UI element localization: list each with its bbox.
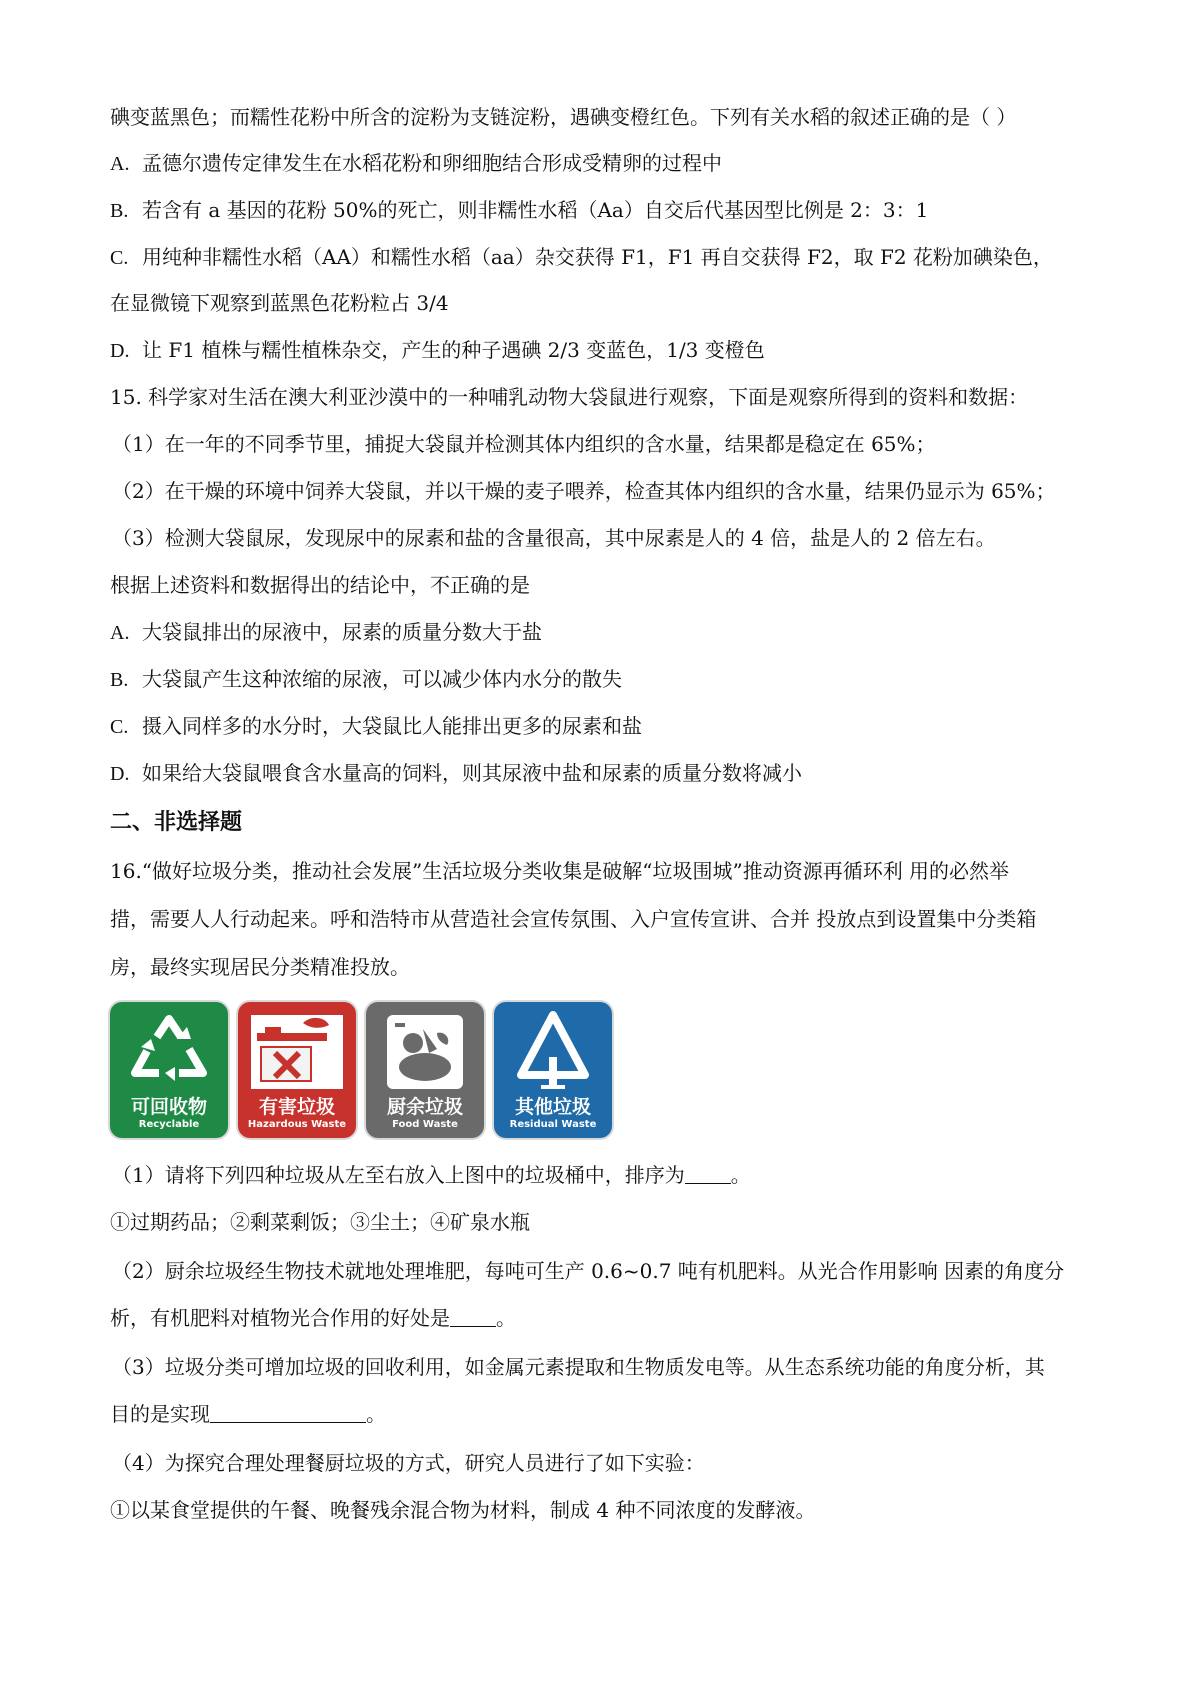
bin-label-en: Hazardous Waste xyxy=(247,1119,347,1130)
q16-part-4: （4）为探究合理处理餐厨垃圾的方式，研究人员进行了如下实验： xyxy=(112,1451,705,1475)
q14-option-c xyxy=(110,242,1096,273)
q15-data-item-1: （1）在一年的不同季节里，捕捉大袋鼠并检测其体内组织的含水量，结果都是稳定在 65%； xyxy=(112,432,936,456)
option-tag: B. xyxy=(110,669,129,691)
bin-sign-hazardous xyxy=(238,1002,356,1138)
answer-blank[interactable] xyxy=(685,1163,731,1184)
q16-stem-line-1: 16.“做好垃圾分类，推动社会发展”生活垃圾分类收集是破解“垃圾围城”推动资源再循环利 用的必然举 xyxy=(110,859,1010,883)
q16-stem-line-2: 措，需要人人行动起来。呼和浩特市从营造社会宣传氛围、入户宣传宣讲、合并 投放点到设置集中分类箱 xyxy=(110,907,1037,931)
answer-blank[interactable] xyxy=(450,1306,496,1327)
option-text: 大袋鼠产生这种浓缩的尿液，可以减少体内水分的散失 xyxy=(142,667,622,691)
option-text: 如果给大袋鼠喂食含水量高的饲料，则其尿液中盐和尿素的质量分数将减小 xyxy=(142,761,802,785)
part-text: 析，有机肥料对植物光合作用的好处是 xyxy=(110,1306,450,1330)
option-text: 大袋鼠排出的尿液中，尿素的质量分数大于盐 xyxy=(142,620,542,644)
q15-option-d xyxy=(110,758,1096,789)
q14-option-a xyxy=(110,148,1096,179)
q16-part-3-line-2 xyxy=(110,1399,1096,1429)
part-text: 目的是实现 xyxy=(110,1402,210,1426)
option-tag: C. xyxy=(110,247,129,269)
option-text: 让 F1 植株与糯性植株杂交，产生的种子遇碘 2/3 变蓝色，1/3 变橙色 xyxy=(142,338,765,362)
option-text: 若含有 a 基因的花粉 50%的死亡，则非糯性水稻（Aa）自交后代基因型比例是 2：3：1 xyxy=(142,198,929,222)
option-tag: D. xyxy=(110,340,130,362)
bin-label-cn: 可回收物 xyxy=(130,1096,207,1118)
q15-data-item-3: （3）检测大袋鼠尿，发现尿中的尿素和盐的含量很高，其中尿素是人的 4 倍，盐是人的 2 倍左右。 xyxy=(112,526,996,550)
bin-sign-recyclable xyxy=(110,1002,228,1138)
recycle-icon xyxy=(117,1009,221,1095)
hazardous-battery-icon xyxy=(245,1009,349,1095)
bin-label-cn: 厨余垃圾 xyxy=(386,1096,463,1118)
answer-blank[interactable] xyxy=(210,1402,366,1423)
q14-option-b xyxy=(110,195,1096,226)
q16-stem-line-3: 房，最终实现居民分类精准投放。 xyxy=(110,955,410,979)
food-waste-icon xyxy=(373,1009,477,1095)
q16-part-2-line-1: （2）厨余垃圾经生物技术就地处理堆肥，每吨可生产 0.6~0.7 吨有机肥料。从光合作用影响 因素的角度分 xyxy=(112,1259,1065,1283)
option-tag: A. xyxy=(110,622,130,644)
q14-option-c-continuation: 在显微镜下观察到蓝黑色花粉粒占 3/4 xyxy=(110,291,449,315)
bin-label-en: Food Waste xyxy=(392,1119,458,1130)
q16-part-4-item-1: ①以某食堂提供的午餐、晚餐残余混合物为材料，制成 4 种不同浓度的发酵液。 xyxy=(110,1498,816,1522)
part-end: 。 xyxy=(730,1163,751,1187)
part-text: （1）请将下列四种垃圾从左至右放入上图中的垃圾桶中，排序为 xyxy=(112,1163,685,1187)
q15-data-item-2: （2）在干燥的环境中饲养大袋鼠，并以干燥的麦子喂养，检查其体内组织的含水量，结果仍显示为 65%； xyxy=(112,479,1056,503)
q15-option-a xyxy=(110,617,1096,648)
bin-sign-food xyxy=(366,1002,484,1138)
q15-option-b xyxy=(110,664,1096,695)
q16-part-1 xyxy=(112,1160,1096,1190)
residual-tree-icon xyxy=(501,1009,605,1095)
section-heading: 二、非选择题 xyxy=(110,810,243,835)
part-end: 。 xyxy=(366,1402,386,1426)
q16-part-2-line-2 xyxy=(110,1303,1096,1333)
q16-part-3-line-1: （3）垃圾分类可增加垃圾的回收利用，如金属元素提取和生物质发电等。从生态系统功能的角度分析，其 xyxy=(112,1355,1045,1379)
option-tag: C. xyxy=(110,716,129,738)
option-text: 孟德尔遗传定律发生在水稻花粉和卵细胞结合形成受精卵的过程中 xyxy=(142,151,722,175)
option-tag: A. xyxy=(110,153,130,175)
bin-label-en: Residual Waste xyxy=(509,1119,597,1130)
bin-sign-residual xyxy=(494,1002,612,1138)
option-tag: D. xyxy=(110,763,130,785)
q15-option-c xyxy=(110,711,1096,742)
q15-stem: 15. 科学家对生活在澳大利亚沙漠中的一种哺乳动物大袋鼠进行观察，下面是观察所得到的资料和数据： xyxy=(110,385,1029,409)
part-end: 。 xyxy=(496,1306,516,1330)
q14-option-d xyxy=(110,335,1096,366)
option-tag: B. xyxy=(110,200,129,222)
option-text: 用纯种非糯性水稻（AA）和糯性水稻（aa）杂交获得 F1，F1 再自交获得 F2，取 F2 花粉加碘染色， xyxy=(142,245,1053,269)
option-text: 摄入同样多的水分时，大袋鼠比人能排出更多的尿素和盐 xyxy=(142,714,642,738)
q15-prompt: 根据上述资料和数据得出的结论中，不正确的是 xyxy=(110,573,530,597)
bin-label-cn: 有害垃圾 xyxy=(258,1096,335,1118)
q16-part-1-items: ①过期药品；②剩菜剩饭；③尘土；④矿泉水瓶 xyxy=(110,1210,530,1234)
bin-label-cn: 其他垃圾 xyxy=(514,1096,591,1118)
q14-stem-continuation: 碘变蓝黑色；而糯性花粉中所含的淀粉为支链淀粉，遇碘变橙红色。下列有关水稻的叙述正确的是（ ） xyxy=(110,105,1017,129)
bin-label-en: Recyclable xyxy=(138,1119,200,1130)
